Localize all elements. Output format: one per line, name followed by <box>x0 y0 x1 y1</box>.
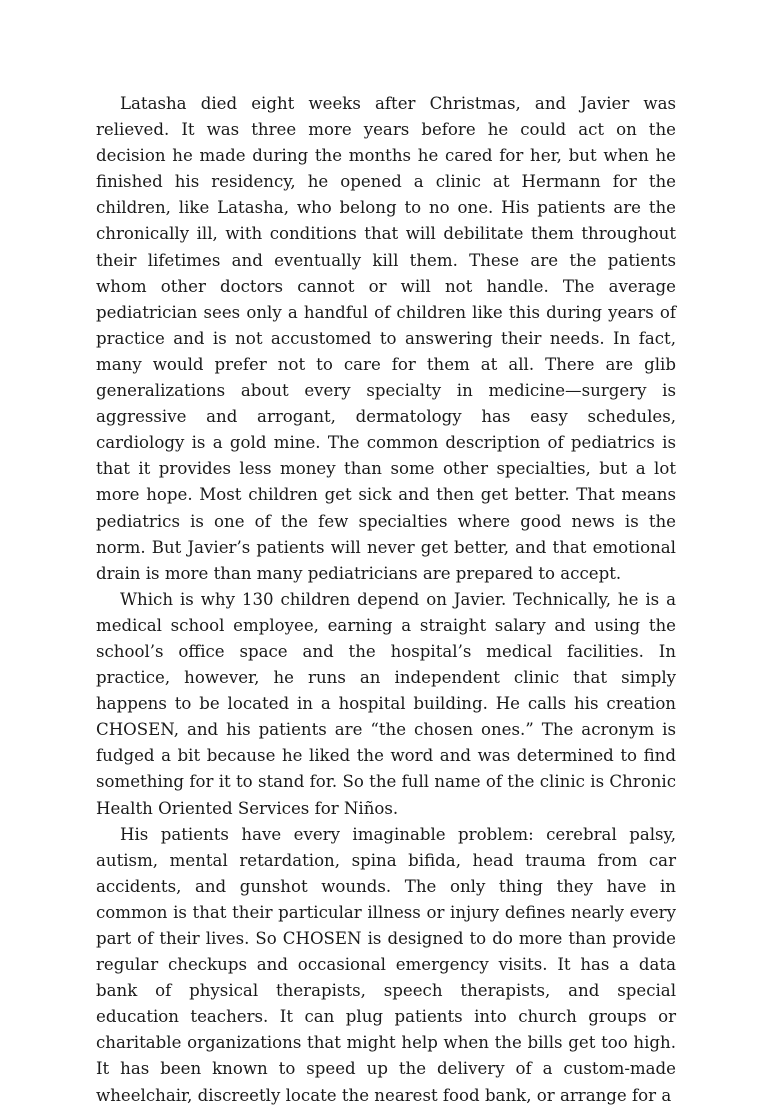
paragraph-chosen-clinic: Which is why 130 children depend on Javier. Technically, he is a medical school employee, earning a straight salary and using the school’s office space and the hospital’s medical facilities. In practice, however, he runs an independent clinic that simply happens to be located in a hospital building. He calls his creation CHOSEN, and his patients are “the chosen ones.” The acronym is fudged a bit because he liked the word and was determined to find something for it to stand for. So the full name of the clinic is Chronic Health Oriented Services for Niños. <box>96 589 676 818</box>
paragraph-latasha: Latasha died eight weeks after Christmas, and Javier was relieved. It was three more years before he could act on the decision he made during the months he cared for her, but when he finished his residency, he opened a clinic at Hermann for the children, like Latasha, who belong to no one. His patients are the chronically ill, with conditions that will debilitate them throughout their lifetimes and eventually kill them. These are the patients whom other doctors cannot or will not handle. The average pediatrician sees only a handful of children like this during years of practice and is not accustomed to answering their needs. In fact, many would prefer not to care for them at all. There are glib generalizations about every specialty in medicine—surgery is aggressive and arrogant, dermatology has easy schedules, cardiology is a gold mine. The common description of pediatrics is that it provides less money than some other specialties, but a lot more hope. Most children get sick and then get better. That means pediatrics is one of the few specialties where good news is the norm. But Javier’s patients will never get better, and that emotional drain is more than many pediatricians are prepared to accept. <box>96 94 676 583</box>
paragraph-patients-problems: His patients have every imaginable problem: cerebral palsy, autism, mental retardation, spina bifida, head trauma from car accidents, and gunshot wounds. The only thing they have in common is that their particular illness or injury defines nearly every part of their lives. So CHOSEN is designed to do more than provide regular checkups and occasional emergency visits. It has a data bank of physical therapists, speech therapists, and special education teachers. It can plug patients into church groups or charitable organizations that might help when the bills get too high. It has been known to speed up the delivery of a custom-made wheelchair, discreetly locate the nearest food bank, or arrange for a <box>96 824 676 1105</box>
page-body <box>96 91 676 1109</box>
